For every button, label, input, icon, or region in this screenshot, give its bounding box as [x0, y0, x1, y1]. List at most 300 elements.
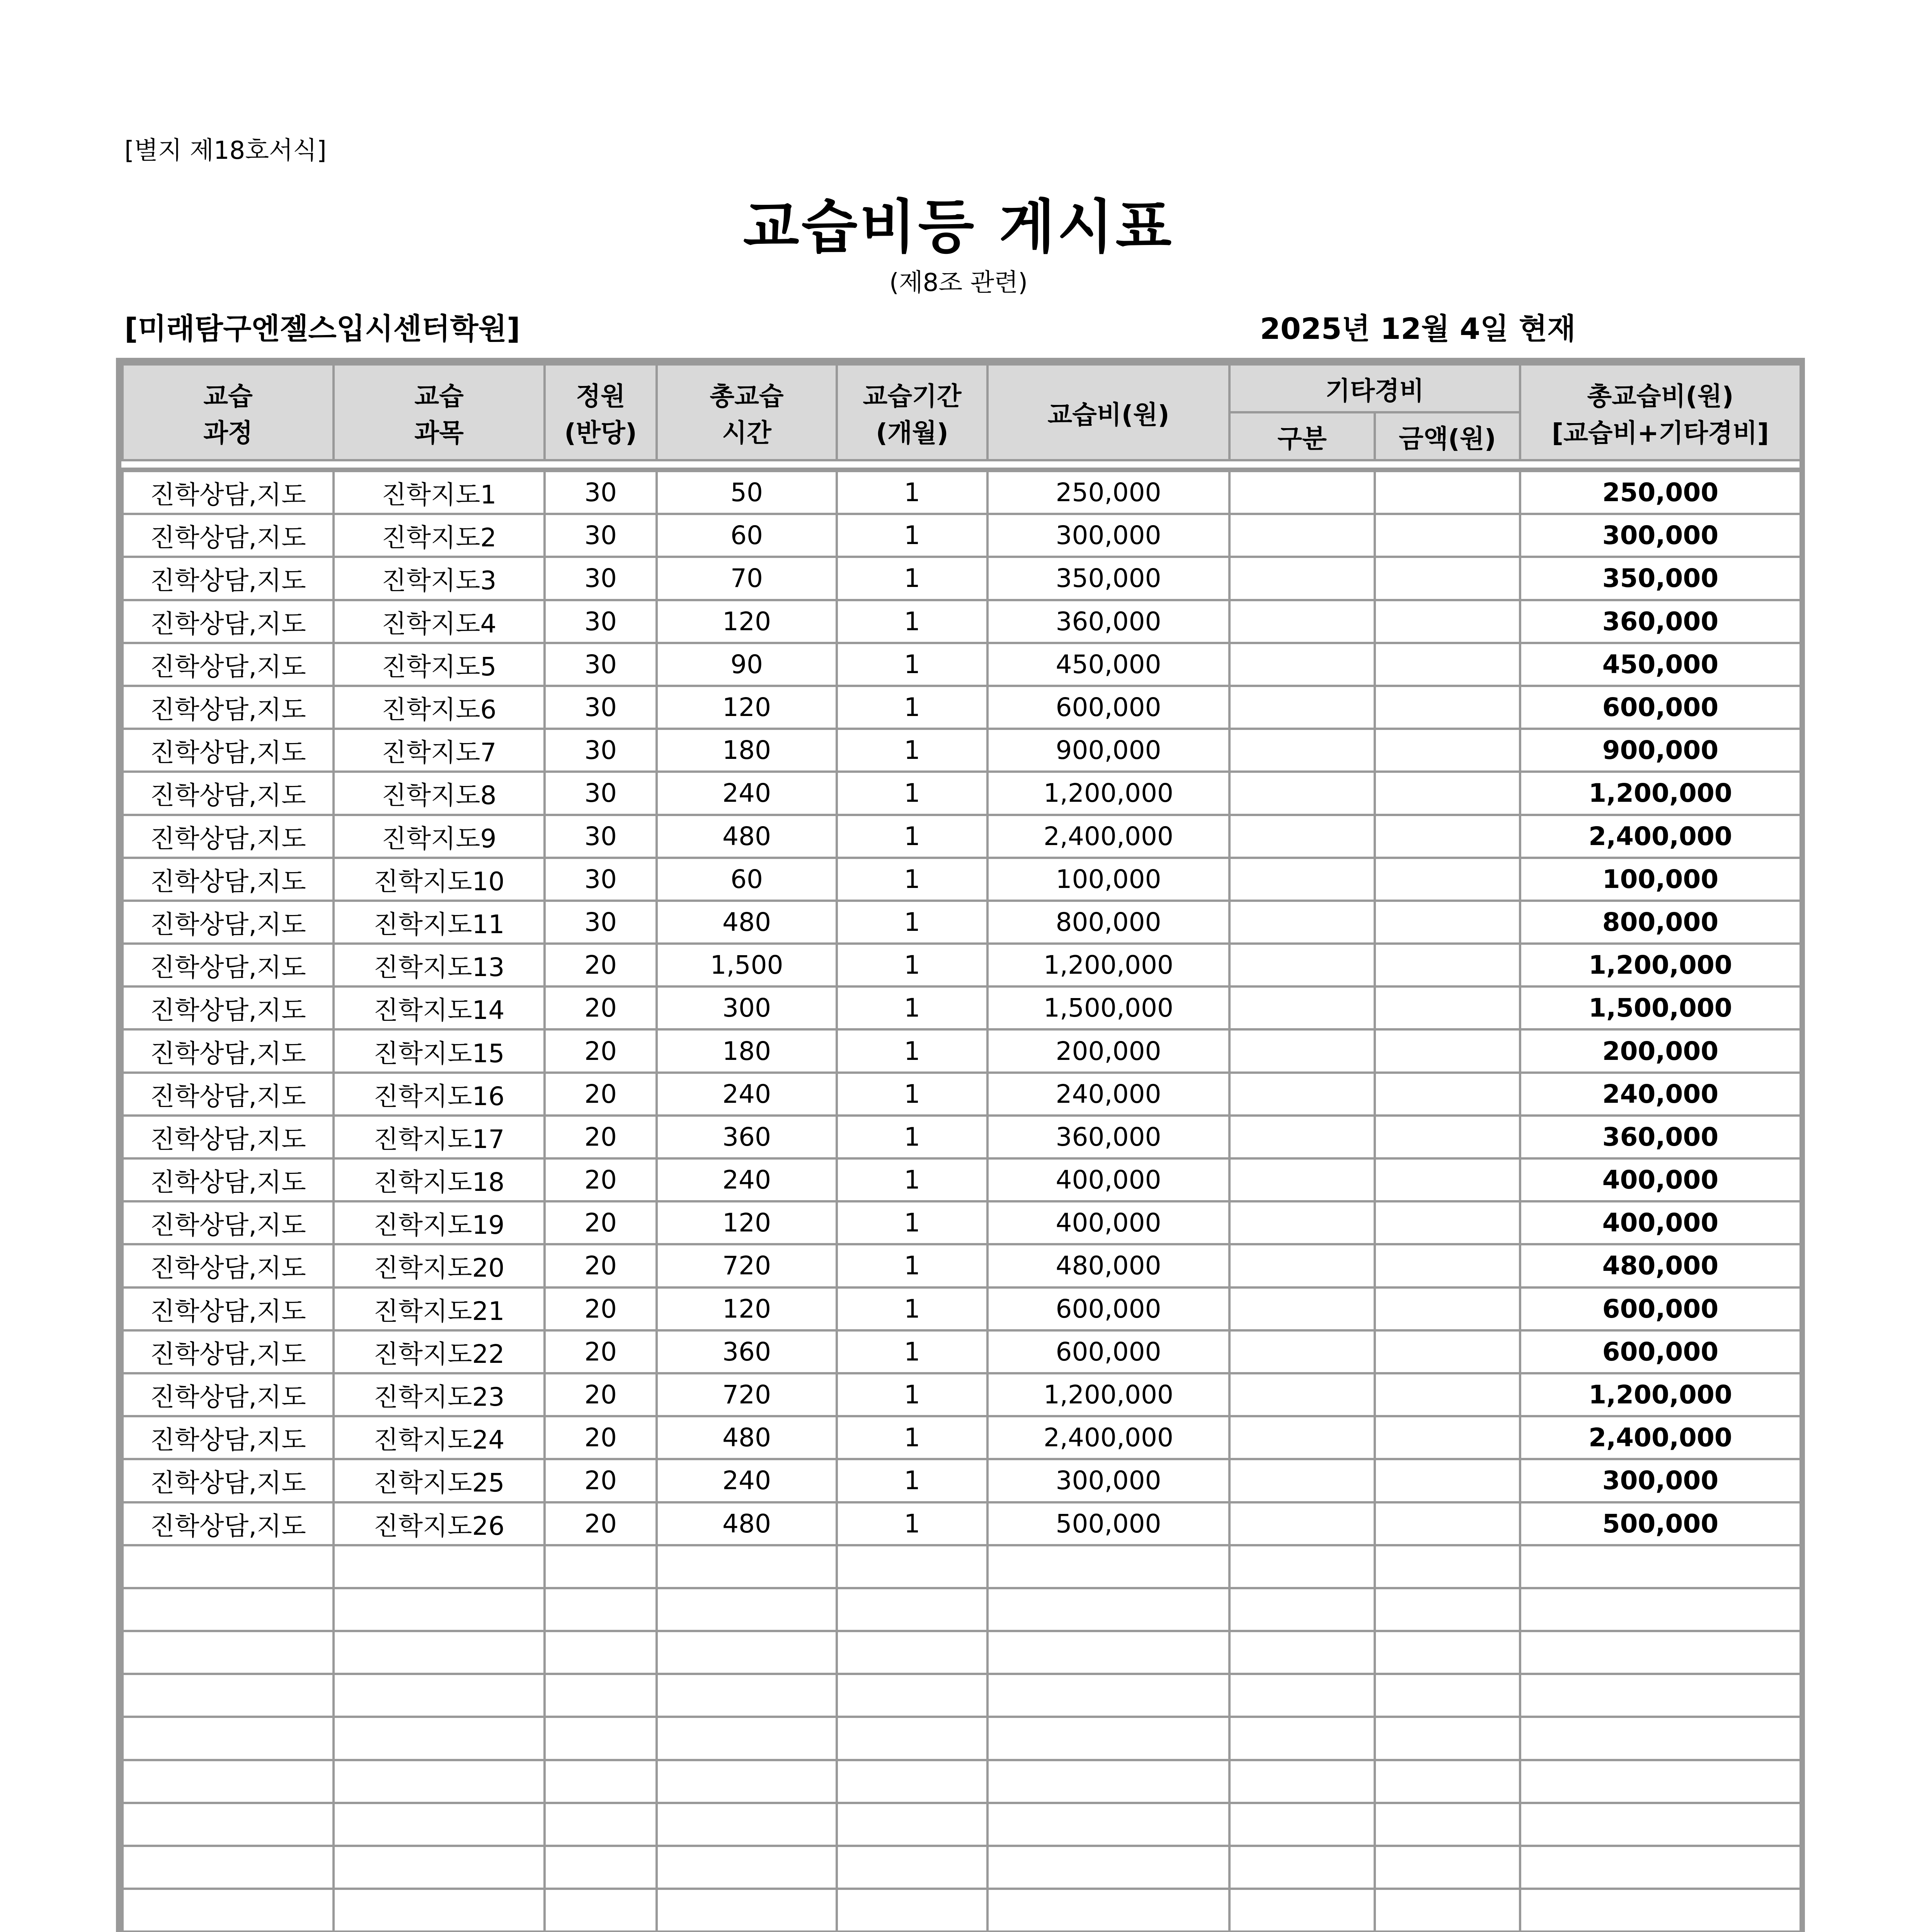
page-title: 교습비등 게시표 — [743, 194, 1174, 261]
cell-course: 진학상담,지도 — [123, 944, 334, 986]
cell-period: 1 — [837, 986, 987, 1029]
cell-course: 진학상담,지도 — [123, 901, 334, 944]
cell-subject: 진학지도25 — [334, 1459, 545, 1502]
cell-capacity: 30 — [545, 901, 657, 944]
cell-capacity: 30 — [545, 858, 657, 901]
col-total: 총교습비(원) [교습비+기타경비] — [1520, 364, 1801, 460]
cell-subject: 진학지도20 — [334, 1244, 545, 1287]
cell-subject: 진학지도21 — [334, 1287, 545, 1330]
cell-hours: 1,500 — [657, 944, 837, 986]
cell-other-amount — [1375, 1459, 1520, 1502]
cell-total — [1520, 1674, 1801, 1717]
cell-period — [837, 1631, 987, 1674]
cell-hours: 720 — [657, 1244, 837, 1287]
cell-capacity: 30 — [545, 643, 657, 686]
cell-hours — [657, 1889, 837, 1932]
cell-period: 1 — [837, 514, 987, 557]
cell-other-amount — [1375, 729, 1520, 772]
cell-subject: 진학지도18 — [334, 1158, 545, 1201]
table-row — [123, 1416, 1801, 1459]
cell-total: 400,000 — [1520, 1201, 1801, 1244]
cell-total: 800,000 — [1520, 901, 1801, 944]
fee-table — [121, 470, 1802, 1932]
cell-fee: 2,400,000 — [987, 815, 1229, 858]
table-row — [123, 643, 1801, 686]
cell-course — [123, 1760, 334, 1803]
cell-period: 1 — [837, 471, 987, 514]
cell-capacity: 20 — [545, 1416, 657, 1459]
cell-subject: 진학지도19 — [334, 1201, 545, 1244]
table-row — [123, 1201, 1801, 1244]
cell-hours: 90 — [657, 643, 837, 686]
cell-capacity: 30 — [545, 471, 657, 514]
table-row — [123, 901, 1801, 944]
table-row — [123, 600, 1801, 643]
cell-other-amount — [1375, 1330, 1520, 1373]
table-row — [123, 1631, 1801, 1674]
cell-total: 600,000 — [1520, 1330, 1801, 1373]
table-row — [123, 858, 1801, 901]
cell-fee: 500,000 — [987, 1502, 1229, 1545]
cell-fee: 100,000 — [987, 858, 1229, 901]
cell-subject — [334, 1760, 545, 1803]
cell-other-amount — [1375, 1201, 1520, 1244]
cell-total: 350,000 — [1520, 557, 1801, 600]
cell-capacity: 30 — [545, 600, 657, 643]
cell-period: 1 — [837, 901, 987, 944]
cell-other-amount — [1375, 1631, 1520, 1674]
table-row — [123, 1760, 1801, 1803]
cell-hours: 240 — [657, 1158, 837, 1201]
cell-other-type — [1229, 471, 1375, 514]
cell-hours: 120 — [657, 686, 837, 729]
cell-other-amount — [1375, 1029, 1520, 1072]
cell-total: 300,000 — [1520, 1459, 1801, 1502]
cell-other-type — [1229, 815, 1375, 858]
cell-capacity: 30 — [545, 772, 657, 815]
cell-other-type — [1229, 1330, 1375, 1373]
cell-other-amount — [1375, 514, 1520, 557]
academy-name: [미래탐구엔젤스입시센터학원] — [124, 311, 520, 346]
cell-period — [837, 1674, 987, 1717]
cell-course: 진학상담,지도 — [123, 686, 334, 729]
cell-hours — [657, 1674, 837, 1717]
cell-other-type — [1229, 1459, 1375, 1502]
cell-course — [123, 1631, 334, 1674]
cell-course: 진학상담,지도 — [123, 815, 334, 858]
cell-subject — [334, 1846, 545, 1889]
table-row — [123, 1330, 1801, 1373]
cell-subject: 진학지도10 — [334, 858, 545, 901]
cell-hours: 120 — [657, 1287, 837, 1330]
table-row — [123, 1158, 1801, 1201]
cell-course: 진학상담,지도 — [123, 471, 334, 514]
cell-other-type — [1229, 686, 1375, 729]
cell-capacity — [545, 1545, 657, 1588]
cell-hours — [657, 1760, 837, 1803]
table-row — [123, 1803, 1801, 1846]
cell-course: 진학상담,지도 — [123, 1502, 334, 1545]
cell-other-amount — [1375, 1545, 1520, 1588]
table-row — [123, 1674, 1801, 1717]
cell-capacity: 30 — [545, 686, 657, 729]
cell-period: 1 — [837, 1416, 987, 1459]
cell-fee: 600,000 — [987, 686, 1229, 729]
cell-fee: 400,000 — [987, 1201, 1229, 1244]
cell-period: 1 — [837, 1158, 987, 1201]
cell-course: 진학상담,지도 — [123, 643, 334, 686]
cell-subject: 진학지도22 — [334, 1330, 545, 1373]
cell-total: 1,200,000 — [1520, 772, 1801, 815]
cell-total: 450,000 — [1520, 643, 1801, 686]
cell-capacity: 20 — [545, 1287, 657, 1330]
cell-subject: 진학지도3 — [334, 557, 545, 600]
cell-fee — [987, 1760, 1229, 1803]
cell-subject — [334, 1803, 545, 1846]
cell-capacity: 30 — [545, 514, 657, 557]
cell-hours — [657, 1631, 837, 1674]
table-row — [123, 815, 1801, 858]
cell-period — [837, 1717, 987, 1760]
cell-hours: 50 — [657, 471, 837, 514]
cell-period: 1 — [837, 1244, 987, 1287]
cell-fee: 400,000 — [987, 1158, 1229, 1201]
cell-other-type — [1229, 729, 1375, 772]
cell-total: 360,000 — [1520, 1116, 1801, 1158]
cell-other-amount — [1375, 1244, 1520, 1287]
table-row — [123, 1502, 1801, 1545]
cell-other-type — [1229, 1717, 1375, 1760]
cell-course: 진학상담,지도 — [123, 557, 334, 600]
cell-other-amount — [1375, 986, 1520, 1029]
cell-other-type — [1229, 1244, 1375, 1287]
cell-other-amount — [1375, 1073, 1520, 1116]
cell-capacity: 20 — [545, 1244, 657, 1287]
cell-subject: 진학지도24 — [334, 1416, 545, 1459]
cell-other-type — [1229, 1373, 1375, 1416]
cell-period: 1 — [837, 1073, 987, 1116]
cell-hours: 240 — [657, 772, 837, 815]
cell-fee: 600,000 — [987, 1330, 1229, 1373]
cell-total — [1520, 1760, 1801, 1803]
cell-capacity: 20 — [545, 1373, 657, 1416]
cell-other-amount — [1375, 1588, 1520, 1631]
cell-capacity — [545, 1588, 657, 1631]
cell-hours: 300 — [657, 986, 837, 1029]
cell-other-type — [1229, 1846, 1375, 1889]
cell-course: 진학상담,지도 — [123, 1287, 334, 1330]
cell-hours: 180 — [657, 1029, 837, 1072]
cell-course: 진학상담,지도 — [123, 1073, 334, 1116]
cell-total: 200,000 — [1520, 1029, 1801, 1072]
cell-course — [123, 1545, 334, 1588]
cell-total: 600,000 — [1520, 1287, 1801, 1330]
cell-total — [1520, 1588, 1801, 1631]
cell-total: 600,000 — [1520, 686, 1801, 729]
cell-total: 480,000 — [1520, 1244, 1801, 1287]
cell-subject: 진학지도23 — [334, 1373, 545, 1416]
cell-capacity: 30 — [545, 815, 657, 858]
cell-other-type — [1229, 1158, 1375, 1201]
cell-fee: 350,000 — [987, 557, 1229, 600]
cell-fee — [987, 1803, 1229, 1846]
cell-course: 진학상담,지도 — [123, 986, 334, 1029]
cell-capacity — [545, 1717, 657, 1760]
cell-course: 진학상담,지도 — [123, 600, 334, 643]
cell-period: 1 — [837, 643, 987, 686]
cell-hours: 120 — [657, 600, 837, 643]
cell-period: 1 — [837, 858, 987, 901]
cell-hours — [657, 1717, 837, 1760]
cell-hours: 480 — [657, 815, 837, 858]
cell-other-amount — [1375, 1803, 1520, 1846]
cell-course — [123, 1717, 334, 1760]
table-row — [123, 1373, 1801, 1416]
cell-hours: 70 — [657, 557, 837, 600]
cell-total: 1,200,000 — [1520, 944, 1801, 986]
cell-fee — [987, 1588, 1229, 1631]
table-header — [121, 363, 1802, 461]
cell-total: 500,000 — [1520, 1502, 1801, 1545]
cell-fee: 600,000 — [987, 1287, 1229, 1330]
cell-subject — [334, 1631, 545, 1674]
table-row — [123, 944, 1801, 986]
table-row — [123, 557, 1801, 600]
col-hours: 총교습 시간 — [657, 364, 837, 460]
cell-hours — [657, 1545, 837, 1588]
cell-total — [1520, 1846, 1801, 1889]
cell-other-type — [1229, 1803, 1375, 1846]
col-subject: 교습 과목 — [334, 364, 545, 460]
cell-subject: 진학지도8 — [334, 772, 545, 815]
cell-period — [837, 1803, 987, 1846]
cell-other-type — [1229, 557, 1375, 600]
cell-capacity: 20 — [545, 1029, 657, 1072]
cell-course: 진학상담,지도 — [123, 1244, 334, 1287]
table-row — [123, 772, 1801, 815]
cell-subject: 진학지도11 — [334, 901, 545, 944]
cell-total: 360,000 — [1520, 600, 1801, 643]
cell-other-type — [1229, 1029, 1375, 1072]
cell-capacity: 20 — [545, 1459, 657, 1502]
cell-period — [837, 1545, 987, 1588]
cell-fee: 360,000 — [987, 600, 1229, 643]
cell-hours: 60 — [657, 858, 837, 901]
cell-other-type — [1229, 600, 1375, 643]
cell-total: 240,000 — [1520, 1073, 1801, 1116]
cell-other-amount — [1375, 686, 1520, 729]
cell-period: 1 — [837, 772, 987, 815]
cell-hours — [657, 1803, 837, 1846]
cell-capacity — [545, 1889, 657, 1932]
cell-total: 1,200,000 — [1520, 1373, 1801, 1416]
cell-course: 진학상담,지도 — [123, 1459, 334, 1502]
cell-course — [123, 1674, 334, 1717]
cell-fee: 300,000 — [987, 514, 1229, 557]
cell-subject — [334, 1588, 545, 1631]
table-row — [123, 986, 1801, 1029]
cell-other-type — [1229, 1545, 1375, 1588]
cell-other-amount — [1375, 471, 1520, 514]
header-separator — [121, 459, 1800, 470]
cell-subject: 진학지도7 — [334, 729, 545, 772]
cell-other-type — [1229, 1287, 1375, 1330]
cell-capacity: 20 — [545, 944, 657, 986]
cell-other-type — [1229, 944, 1375, 986]
cell-other-type — [1229, 514, 1375, 557]
cell-capacity — [545, 1674, 657, 1717]
cell-other-amount — [1375, 1674, 1520, 1717]
cell-hours — [657, 1846, 837, 1889]
cell-fee: 2,400,000 — [987, 1416, 1229, 1459]
table-row — [123, 1889, 1801, 1932]
cell-course — [123, 1588, 334, 1631]
cell-fee: 480,000 — [987, 1244, 1229, 1287]
cell-period: 1 — [837, 944, 987, 986]
table-row — [123, 1717, 1801, 1760]
cell-fee: 1,200,000 — [987, 944, 1229, 986]
cell-other-type — [1229, 1674, 1375, 1717]
cell-hours: 720 — [657, 1373, 837, 1416]
cell-other-amount — [1375, 600, 1520, 643]
table-row — [123, 514, 1801, 557]
cell-other-amount — [1375, 1373, 1520, 1416]
cell-other-type — [1229, 858, 1375, 901]
cell-other-amount — [1375, 1760, 1520, 1803]
cell-fee: 1,200,000 — [987, 772, 1229, 815]
cell-other-amount — [1375, 1416, 1520, 1459]
cell-period: 1 — [837, 1459, 987, 1502]
cell-other-amount — [1375, 1889, 1520, 1932]
cell-fee — [987, 1889, 1229, 1932]
cell-course: 진학상담,지도 — [123, 1416, 334, 1459]
cell-hours: 360 — [657, 1330, 837, 1373]
cell-other-type — [1229, 1502, 1375, 1545]
cell-other-amount — [1375, 1846, 1520, 1889]
cell-capacity: 30 — [545, 557, 657, 600]
cell-course: 진학상담,지도 — [123, 1116, 334, 1158]
cell-period: 1 — [837, 686, 987, 729]
cell-subject: 진학지도16 — [334, 1073, 545, 1116]
cell-capacity: 20 — [545, 1502, 657, 1545]
cell-course: 진학상담,지도 — [123, 729, 334, 772]
cell-other-type — [1229, 986, 1375, 1029]
cell-capacity: 20 — [545, 986, 657, 1029]
table-row — [123, 1846, 1801, 1889]
cell-other-type — [1229, 1416, 1375, 1459]
cell-total: 300,000 — [1520, 514, 1801, 557]
cell-other-amount — [1375, 944, 1520, 986]
cell-total: 2,400,000 — [1520, 815, 1801, 858]
cell-period — [837, 1588, 987, 1631]
cell-total: 100,000 — [1520, 858, 1801, 901]
table-row — [123, 1073, 1801, 1116]
cell-course: 진학상담,지도 — [123, 1201, 334, 1244]
cell-total — [1520, 1631, 1801, 1674]
cell-period: 1 — [837, 557, 987, 600]
cell-fee — [987, 1545, 1229, 1588]
cell-subject: 진학지도6 — [334, 686, 545, 729]
cell-subject: 진학지도14 — [334, 986, 545, 1029]
cell-subject: 진학지도13 — [334, 944, 545, 986]
cell-hours: 360 — [657, 1116, 837, 1158]
cell-total — [1520, 1545, 1801, 1588]
cell-period — [837, 1889, 987, 1932]
cell-period — [837, 1760, 987, 1803]
cell-hours: 180 — [657, 729, 837, 772]
cell-other-type — [1229, 1889, 1375, 1932]
cell-capacity: 20 — [545, 1330, 657, 1373]
cell-period — [837, 1846, 987, 1889]
col-course: 교습 과정 — [123, 364, 334, 460]
col-fee: 교습비(원) — [987, 364, 1229, 460]
cell-fee: 240,000 — [987, 1073, 1229, 1116]
col-period: 교습기간 (개월) — [837, 364, 987, 460]
table-row — [123, 1459, 1801, 1502]
cell-fee: 1,500,000 — [987, 986, 1229, 1029]
cell-course: 진학상담,지도 — [123, 1373, 334, 1416]
cell-other-amount — [1375, 1717, 1520, 1760]
col-other-type: 구분 — [1229, 412, 1375, 460]
cell-fee — [987, 1674, 1229, 1717]
cell-other-amount — [1375, 858, 1520, 901]
table-row — [123, 471, 1801, 514]
cell-fee: 450,000 — [987, 643, 1229, 686]
cell-capacity: 20 — [545, 1073, 657, 1116]
cell-hours: 60 — [657, 514, 837, 557]
cell-capacity: 20 — [545, 1116, 657, 1158]
cell-subject: 진학지도15 — [334, 1029, 545, 1072]
cell-period: 1 — [837, 1502, 987, 1545]
cell-total: 2,400,000 — [1520, 1416, 1801, 1459]
cell-subject — [334, 1545, 545, 1588]
cell-other-type — [1229, 643, 1375, 686]
cell-other-amount — [1375, 643, 1520, 686]
cell-subject: 진학지도9 — [334, 815, 545, 858]
cell-total: 1,500,000 — [1520, 986, 1801, 1029]
cell-other-type — [1229, 1588, 1375, 1631]
cell-other-type — [1229, 1116, 1375, 1158]
cell-course: 진학상담,지도 — [123, 858, 334, 901]
cell-hours: 240 — [657, 1073, 837, 1116]
cell-course: 진학상담,지도 — [123, 1158, 334, 1201]
cell-capacity — [545, 1631, 657, 1674]
cell-total: 250,000 — [1520, 471, 1801, 514]
cell-subject — [334, 1674, 545, 1717]
cell-subject: 진학지도5 — [334, 643, 545, 686]
cell-subject: 진학지도1 — [334, 471, 545, 514]
cell-subject: 진학지도2 — [334, 514, 545, 557]
cell-other-type — [1229, 1760, 1375, 1803]
form-label: [별지 제18호서식] — [124, 136, 327, 165]
cell-capacity: 20 — [545, 1158, 657, 1201]
cell-period: 1 — [837, 600, 987, 643]
cell-other-type — [1229, 772, 1375, 815]
cell-subject — [334, 1717, 545, 1760]
table-row — [123, 1116, 1801, 1158]
cell-other-amount — [1375, 772, 1520, 815]
cell-course: 진학상담,지도 — [123, 1330, 334, 1373]
cell-hours: 120 — [657, 1201, 837, 1244]
cell-capacity — [545, 1760, 657, 1803]
cell-period: 1 — [837, 1373, 987, 1416]
cell-fee — [987, 1717, 1229, 1760]
cell-total: 900,000 — [1520, 729, 1801, 772]
cell-capacity: 30 — [545, 729, 657, 772]
cell-hours: 480 — [657, 1502, 837, 1545]
cell-other-amount — [1375, 1502, 1520, 1545]
cell-other-amount — [1375, 1287, 1520, 1330]
